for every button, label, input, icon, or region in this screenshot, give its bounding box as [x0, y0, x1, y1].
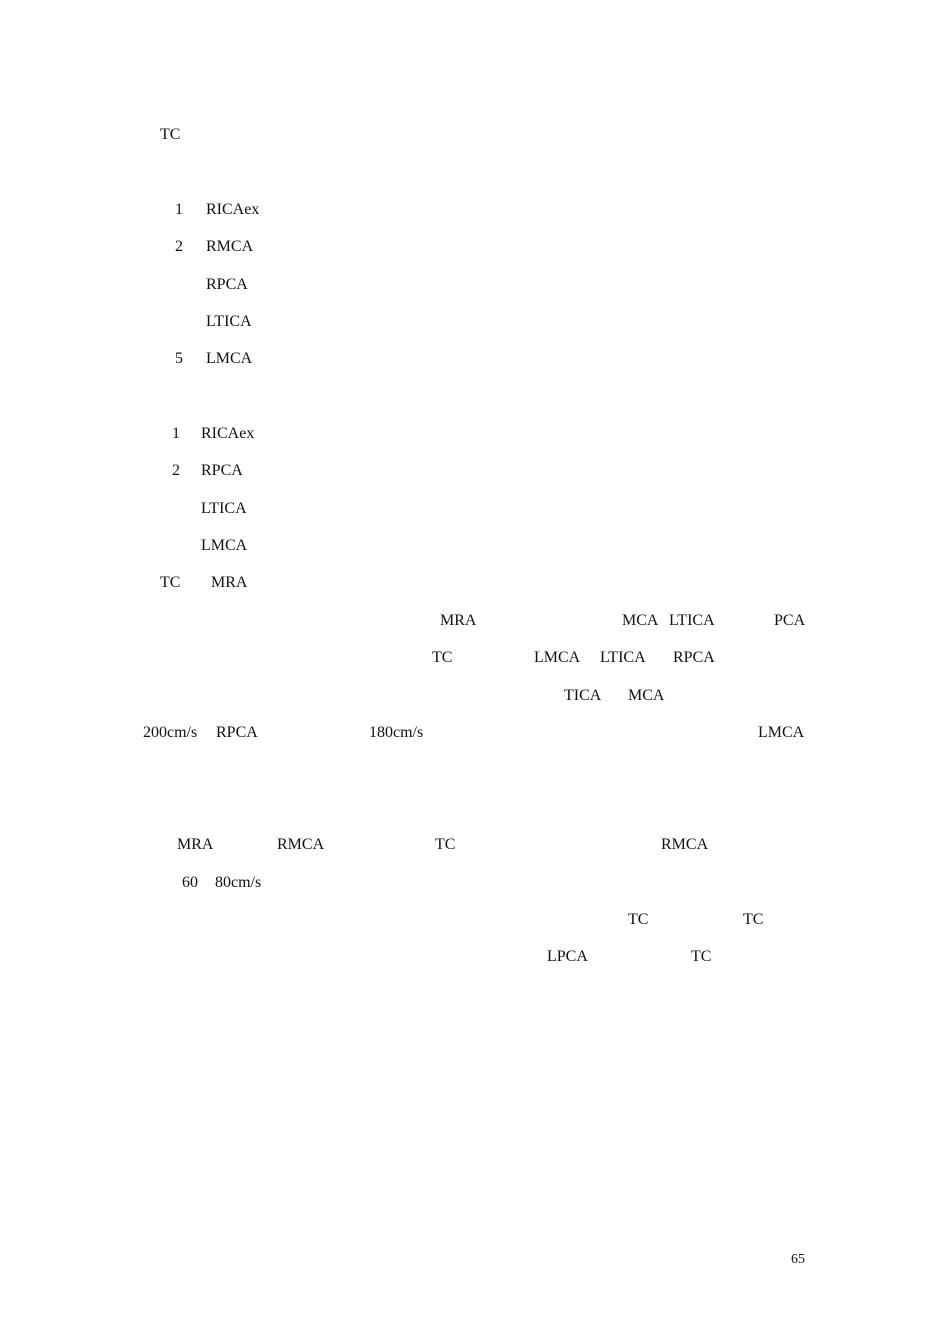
term-rpca: RPCA	[206, 276, 248, 293]
value-velocity: 180cm/s	[369, 724, 424, 741]
term-rpca: RPCA	[673, 649, 715, 666]
term-rmca: RMCA	[206, 238, 254, 255]
term-mca: MCA	[622, 612, 659, 629]
page-number: 65	[791, 1252, 805, 1267]
term-tica: TICA	[564, 687, 602, 704]
term-ltica: LTICA	[206, 313, 252, 330]
text-tc: TC	[435, 836, 456, 853]
list-number: 1	[175, 201, 183, 218]
text-tc: TC	[628, 911, 649, 928]
value-velocity: 200cm/s	[143, 724, 198, 741]
value-number: 60	[182, 874, 198, 891]
text-tc: TC	[160, 126, 181, 143]
term-rmca: RMCA	[277, 836, 325, 853]
text-tc: TC	[743, 911, 764, 928]
list-number: 2	[175, 238, 183, 255]
list-number: 1	[172, 425, 180, 442]
term-lmca: LMCA	[201, 537, 248, 554]
list-number: 5	[175, 350, 183, 367]
value-velocity: 80cm/s	[215, 874, 262, 891]
term-lpca: LPCA	[547, 948, 588, 965]
text-tc: TC	[691, 948, 712, 965]
term-ricaex: RICAex	[206, 201, 260, 218]
term-rmca: RMCA	[661, 836, 709, 853]
term-lmca: LMCA	[534, 649, 581, 666]
term-ltica: LTICA	[600, 649, 646, 666]
term-mra: MRA	[211, 574, 248, 591]
term-ltica: LTICA	[669, 612, 715, 629]
list-number: 2	[172, 462, 180, 479]
term-rpca: RPCA	[201, 462, 243, 479]
term-rpca: RPCA	[216, 724, 258, 741]
term-mra: MRA	[177, 836, 214, 853]
text-tc: TC	[432, 649, 453, 666]
term-lmca: LMCA	[758, 724, 805, 741]
term-ricaex: RICAex	[201, 425, 255, 442]
term-pca: PCA	[774, 612, 806, 629]
term-mca: MCA	[628, 687, 665, 704]
term-ltica: LTICA	[201, 500, 247, 517]
term-lmca: LMCA	[206, 350, 253, 367]
term-mra: MRA	[440, 612, 477, 629]
text-tc: TC	[160, 574, 181, 591]
